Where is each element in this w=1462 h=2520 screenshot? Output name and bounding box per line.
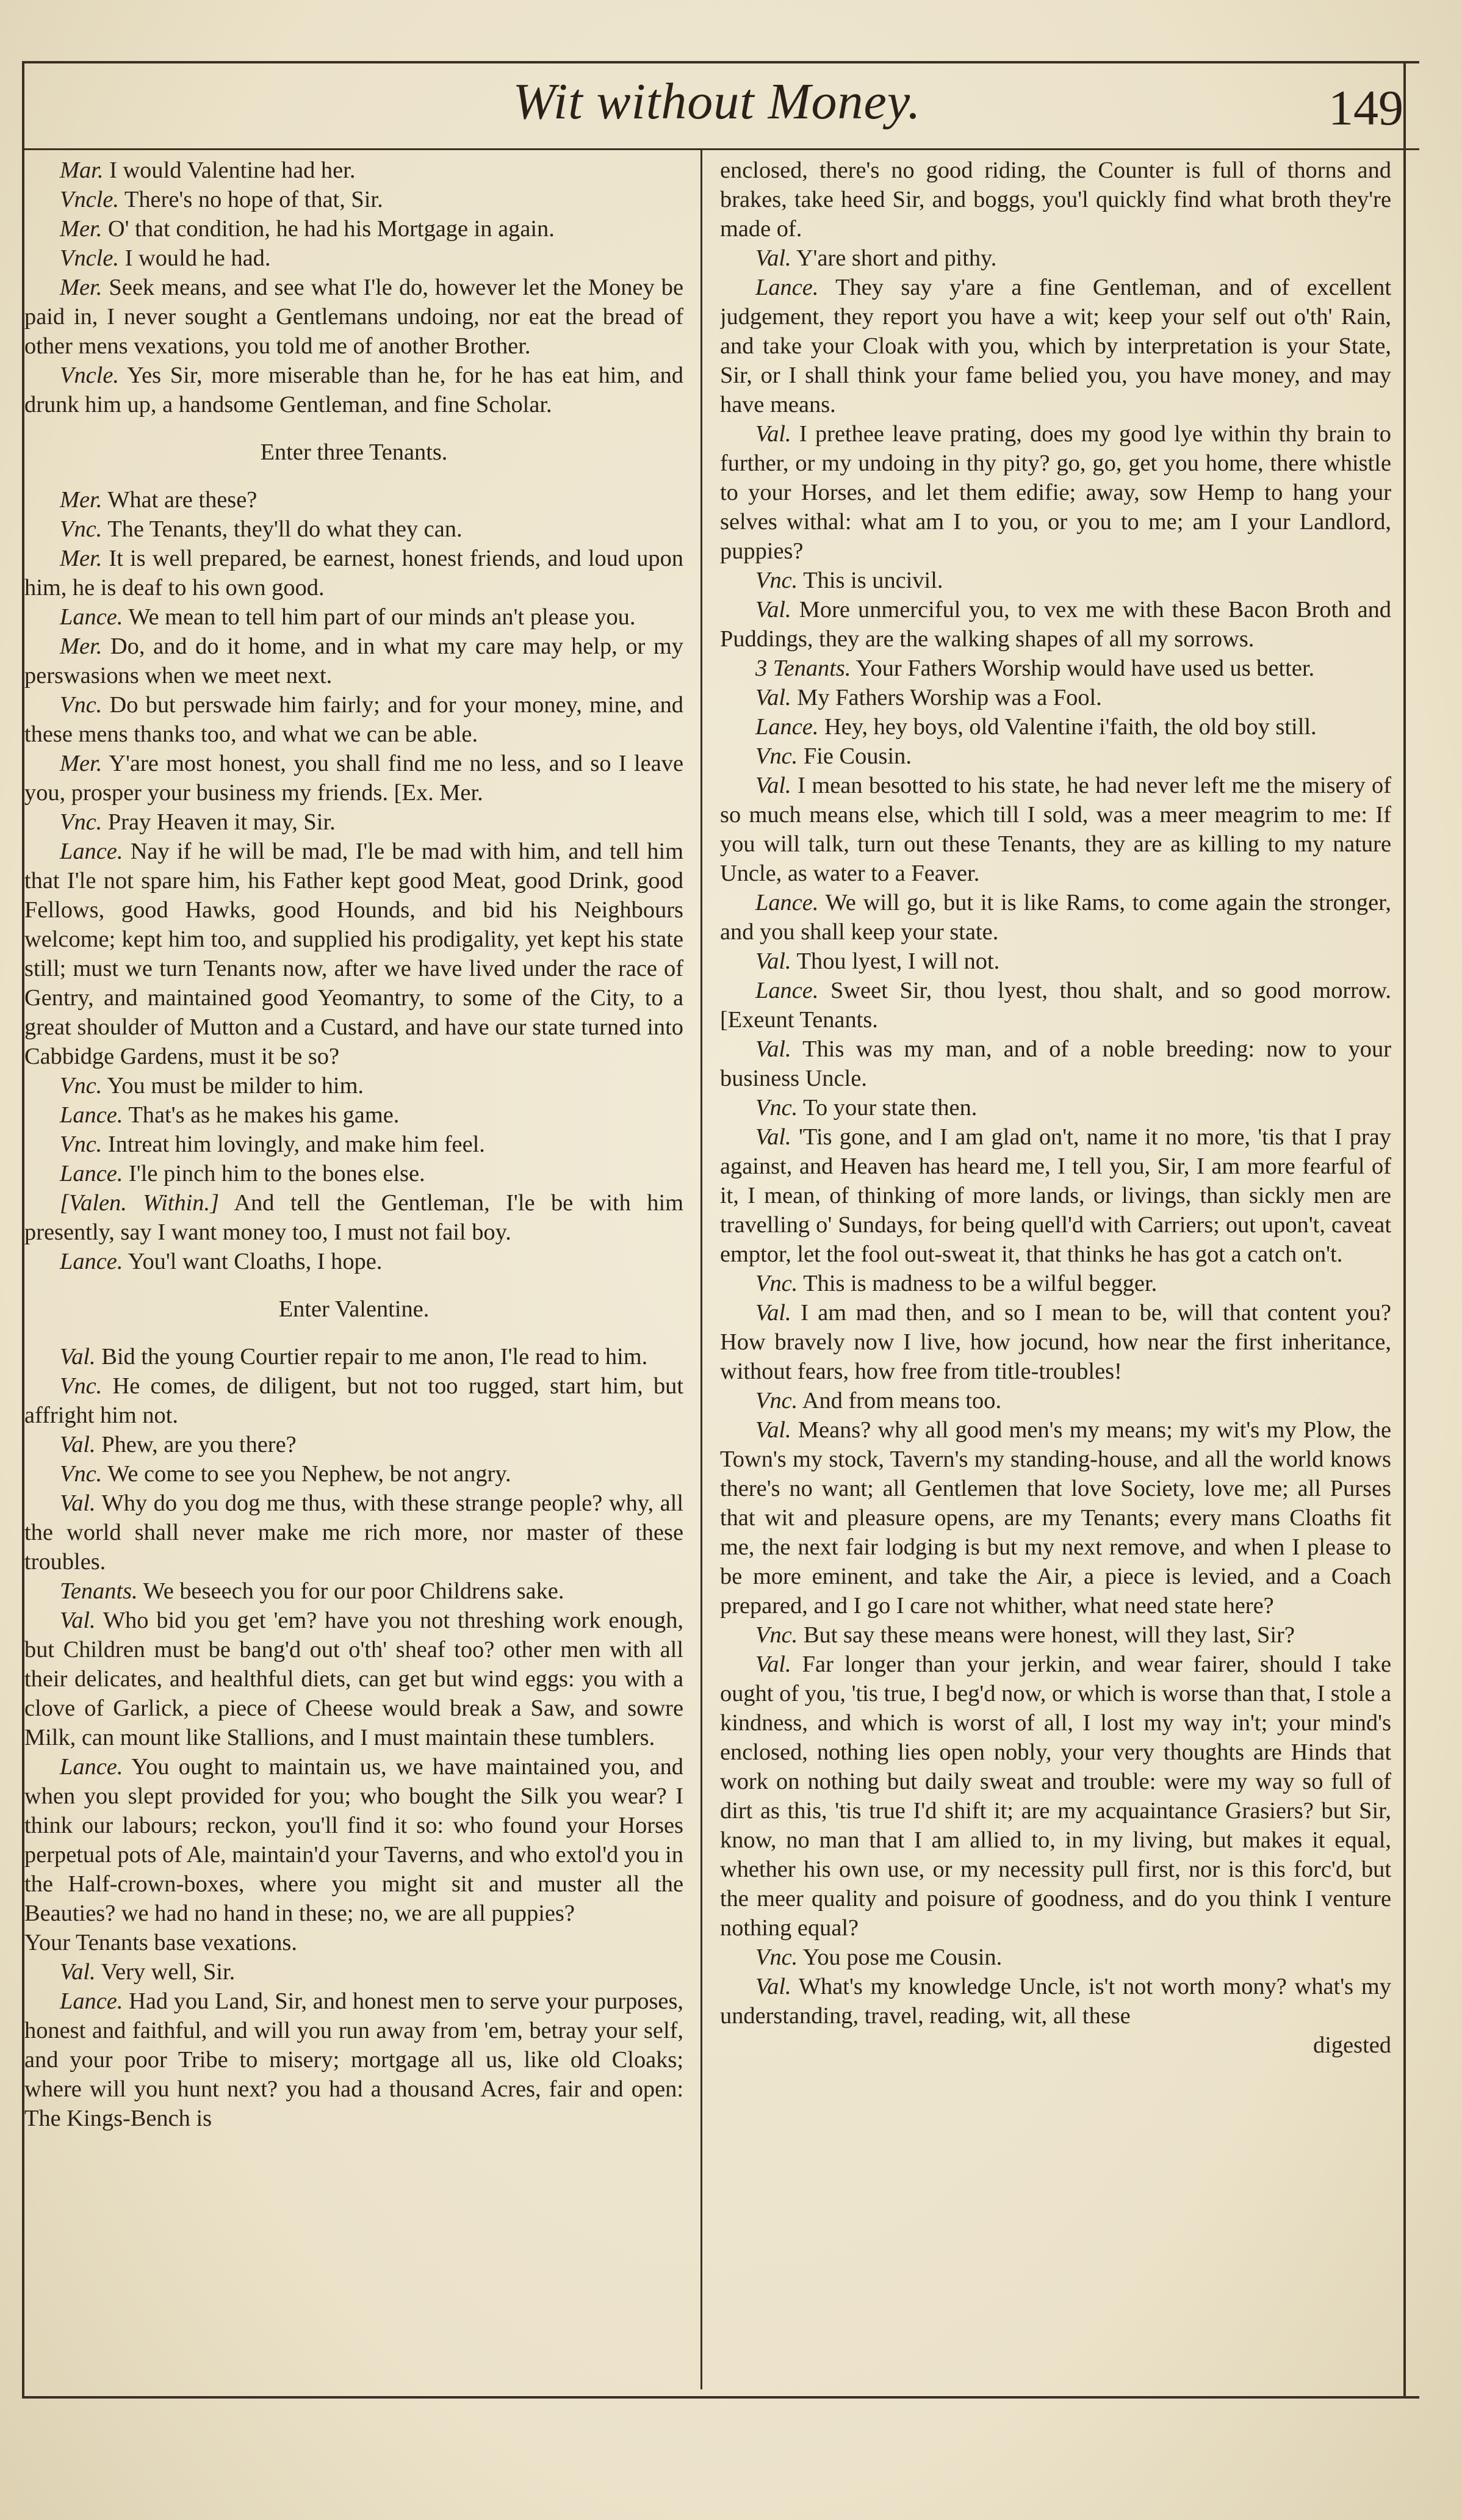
speech-text: I mean besotted to his state, he had never left me the misery of so much means else, which till I sold, was a meer meagrim to me: If you will talk, turn out these Tenants, they are as killing to my nature Uncle, as water to a Feaver. bbox=[720, 773, 1391, 886]
speaker-name: Val. bbox=[60, 1608, 96, 1633]
speaker-name: Vnc. bbox=[755, 568, 798, 593]
speech-text: We will go, but it is like Rams, to come again the stronger, and you shall keep your state. bbox=[720, 890, 1391, 945]
speaker-name: Vnc. bbox=[755, 1095, 798, 1121]
speaker-name: Val. bbox=[755, 773, 791, 798]
speech-text: My Fathers Worship was a Fool. bbox=[791, 685, 1102, 710]
speech-text: You pose me Cousin. bbox=[798, 1944, 1003, 1970]
speaker-name: Val. bbox=[755, 421, 791, 447]
speaker-name: Vnc. bbox=[60, 692, 103, 718]
speaker-name: Vnc. bbox=[60, 516, 103, 542]
speech-text: Had you Land, Sir, and honest men to serve your purposes, honest and faithful, and will you run away from 'em, betray your self, and your poor Tribe to misery; mortgage all us, like old Cloaks; where will you hunt next? you had a thousand Acres, fair and open: The Kings-Bench is bbox=[24, 1988, 683, 2131]
speech-text: This is madness to be a wilful begger. bbox=[798, 1271, 1158, 1296]
speech bbox=[720, 1122, 1391, 1269]
speech bbox=[24, 690, 683, 749]
speech-text: Y'are short and pithy. bbox=[791, 245, 997, 271]
speech-text: I prethee leave prating, does my good lye within thy brain to further, or my undoing in thy pity? go, go, get you home, there whistle to your Horses, and let them edifie; away, sow Hemp to hang your selves withal: what am I to you, or you to me; am I your Landlord, puppies? bbox=[720, 421, 1391, 564]
speech-text: Fie Cousin. bbox=[798, 743, 912, 769]
speech-text: I'le pinch him to the bones else. bbox=[123, 1161, 425, 1186]
speech-text: Pray Heaven it may, Sir. bbox=[102, 809, 336, 835]
speech bbox=[24, 185, 683, 214]
speech bbox=[24, 1071, 683, 1100]
speech bbox=[24, 514, 683, 544]
speaker-name: Val. bbox=[755, 1974, 791, 1999]
speech-text: Far longer than your jerkin, and wear fairer, should I take ought of you, 'tis true, I beg'd now, or which is worse than that, I stole a kindness, and which is worst of all, I lost my way in't; your mind's enclosed, nothing lies open nobly, your very thoughts are Hinds that work on nothing but daily sweat and trouble: were my way so full of dirt as this, 'tis true I'd shift it; are my acquaintance Grasiers? but Sir, know, no man that I am allied to, in my living, but makes it equal, whether his own use, or my necessity pull first, nor is this forc'd, but the meer quality and poisure of goodness, and do you think I venture nothing equal? bbox=[720, 1652, 1391, 1941]
speech bbox=[24, 156, 683, 185]
speech bbox=[24, 632, 683, 690]
page-header bbox=[24, 67, 1410, 153]
speech bbox=[24, 1987, 683, 2133]
speech bbox=[720, 1943, 1391, 1972]
speaker-name: Mer. bbox=[60, 546, 103, 571]
speech bbox=[720, 566, 1391, 595]
speaker-name: Vnc. bbox=[755, 1944, 798, 1970]
speaker-name: Mar. bbox=[60, 157, 104, 183]
speaker-name: Mer. bbox=[60, 487, 103, 513]
speaker-name: Lance. bbox=[755, 890, 819, 915]
speech bbox=[24, 544, 683, 602]
speaker-name: Val. bbox=[755, 1124, 791, 1150]
speech-text: I would he had. bbox=[119, 245, 271, 271]
speech-text: Hey, hey boys, old Valentine i'faith, the old boy still. bbox=[818, 714, 1317, 740]
speech bbox=[24, 361, 683, 419]
speech bbox=[24, 1752, 683, 1928]
speech-text: We come to see you Nephew, be not angry. bbox=[102, 1461, 511, 1487]
speaker-name: Lance. bbox=[60, 1161, 123, 1186]
speaker-name: Mer. bbox=[60, 275, 103, 300]
speech-text: The Tenants, they'll do what they can. bbox=[102, 516, 463, 542]
speaker-name: 3 Tenants. bbox=[755, 655, 851, 681]
speaker-name: Val. bbox=[755, 1652, 791, 1677]
speech-continuation: Your Tenants base vexations. bbox=[24, 1930, 297, 1955]
speech-text: And from means too. bbox=[798, 1388, 1002, 1413]
stage-direction: Enter three Tenants. bbox=[260, 439, 448, 465]
speech-text: Y'are most honest, you shall find me no less, and so I leave you, prosper your business my friends. [Ex. Mer. bbox=[24, 751, 683, 806]
speaker-name: Val. bbox=[60, 1490, 96, 1516]
speaker-name: Lance. bbox=[60, 1249, 123, 1274]
speech bbox=[24, 1247, 683, 1276]
speaker-name: Vnc. bbox=[755, 743, 798, 769]
speech-text: Sweet Sir, thou lyest, thou shalt, and so good morrow. [Exeunt Tenants. bbox=[720, 978, 1391, 1033]
speaker-name: Lance. bbox=[60, 1754, 123, 1780]
speech-text: More unmerciful you, to vex me with these Bacon Broth and Puddings, they are the walking shapes of all my sorrows. bbox=[720, 597, 1391, 652]
speech bbox=[720, 888, 1391, 947]
speech-text: Very well, Sir. bbox=[95, 1959, 236, 1985]
speech-text: Nay if he will be mad, I'le be mad with him, and tell him that I'le not spare him, his Father kept good Meat, good Drink, good Fellows, good Hawks, good Hounds, and bid his Neighbours welcome; kept him too, and supplied his prodigality, yet kept his state still; must we turn Tenants now, after we have lived under the race of Gentry, and maintained good Yeomantry, to some of the City, to a great shoulder of Mutton and a Custard, and have our state turned into Cabbidge Gardens, must it be so? bbox=[24, 839, 683, 1069]
speech bbox=[720, 976, 1391, 1034]
speaker-name: Lance. bbox=[60, 839, 123, 864]
speaker-name: Val. bbox=[755, 1417, 791, 1443]
speaker-name: Val. bbox=[755, 685, 791, 710]
speech bbox=[720, 947, 1391, 976]
speaker-name: Lance. bbox=[60, 1102, 123, 1128]
speech bbox=[720, 771, 1391, 888]
speech-text: Do, and do it home, and in what my care may help, or my perswasions when we meet next. bbox=[24, 634, 683, 688]
speaker-name: Vnc. bbox=[755, 1388, 798, 1413]
speaker-name: Val. bbox=[60, 1432, 96, 1457]
speech bbox=[720, 273, 1391, 419]
speech-text: Why do you dog me thus, with these strange people? why, all the world shall never make me rich more, nor master of these troubles. bbox=[24, 1490, 683, 1575]
speech-text: I would Valentine had her. bbox=[103, 157, 356, 183]
speech bbox=[720, 1650, 1391, 1943]
speech bbox=[720, 244, 1391, 273]
speaker-name: Vnc. bbox=[60, 1073, 103, 1099]
speech-text: This is uncivil. bbox=[798, 568, 943, 593]
speech-text: And tell the Gentleman, I'le be with him presently, say I want money too, I must not fail boy. bbox=[24, 1190, 683, 1245]
speaker-name: Lance. bbox=[755, 275, 819, 300]
speaker-name: Mer. bbox=[60, 216, 103, 242]
speech-text: 'Tis gone, and I am glad on't, name it no more, 'tis that I pray against, and Heaven has heard me, I tell you, Sir, I am more fearful of it, I mean, of thinking of more lands, or livings, than sickly men are travelling o' Sundays, for being quell'd with Carriers; out upon't, caveat emptor, let the fool out-sweat it, that thinks he has got a catch on't. bbox=[720, 1124, 1391, 1267]
speech-text: Do but perswade him fairly; and for your money, mine, and these mens thanks too, and what we can be able. bbox=[24, 692, 683, 747]
speaker-name: Mer. bbox=[60, 634, 103, 659]
speech bbox=[24, 1371, 683, 1430]
speech bbox=[24, 244, 683, 273]
speech-text: What are these? bbox=[102, 487, 257, 513]
speech bbox=[24, 1130, 683, 1159]
speech-text: You ought to maintain us, we have maintained you, and when you slept provided for you; who bought the Silk you wear? I think our labours; reckon, you'll find it so: who found your Horses perpetual pots of Ale, maintain'd your Taverns, and who extol'd you in the Half-crown-boxes, where you might sit and muster all the Beauties? we had no hand in these; no, we are all puppies? bbox=[24, 1754, 683, 1926]
speaker-name: Val. bbox=[755, 1300, 791, 1326]
speech-text: What's my knowledge Uncle, is't not worth mony? what's my understanding, travel, reading, wit, all these bbox=[720, 1974, 1391, 2029]
speech bbox=[720, 1298, 1391, 1386]
speech bbox=[720, 654, 1391, 683]
bottom-rule bbox=[22, 2396, 1419, 2399]
speech-text: There's no hope of that, Sir. bbox=[119, 187, 383, 212]
speech bbox=[24, 1188, 683, 1247]
top-rule bbox=[22, 61, 1419, 63]
speech bbox=[24, 837, 683, 1071]
speech-text: O' that condition, he had his Mortgage in again. bbox=[102, 216, 555, 242]
page-number: 149 bbox=[1328, 80, 1403, 135]
speaker-name: Val. bbox=[755, 1036, 791, 1062]
speech bbox=[720, 1972, 1391, 2031]
speech bbox=[720, 419, 1391, 566]
speaker-name: Val. bbox=[755, 597, 791, 623]
speaker-name: Mer. bbox=[60, 751, 103, 776]
speech-text: Seek means, and see what I'le do, however let the Money be paid in, I never sought a Gentlemans undoing, nor eat the bread of other mens vexations, you told me of another Brother. bbox=[24, 275, 683, 359]
speaker-name: Lance. bbox=[60, 1988, 123, 2014]
speech-text: Thou lyest, I will not. bbox=[791, 948, 1000, 974]
speech bbox=[720, 1415, 1391, 1620]
speech bbox=[720, 1269, 1391, 1298]
speech bbox=[720, 742, 1391, 771]
speech-text: That's as he makes his game. bbox=[123, 1102, 400, 1128]
speech-text: I am mad then, and so I mean to be, will that content you? How bravely now I live, how jocund, how near the first inheritance, without fears, how free from title-troubles! bbox=[720, 1300, 1391, 1384]
speaker-name: Vnc. bbox=[60, 1373, 103, 1399]
speech bbox=[24, 807, 683, 837]
running-title: Wit without Money. bbox=[513, 73, 921, 130]
stage-direction: Enter Valentine. bbox=[278, 1296, 430, 1322]
speech bbox=[720, 683, 1391, 712]
speech bbox=[720, 1620, 1391, 1650]
speaker-name: Vnc. bbox=[60, 1461, 103, 1487]
speech bbox=[24, 1459, 683, 1489]
speech-text: It is well prepared, be earnest, honest friends, and loud upon him, he is deaf to his own good. bbox=[24, 546, 683, 601]
speech-text: To your state then. bbox=[798, 1095, 978, 1121]
right-column bbox=[720, 156, 1391, 2389]
speech bbox=[24, 1430, 683, 1459]
speech bbox=[24, 1159, 683, 1188]
speaker-name: Vnc. bbox=[60, 809, 103, 835]
speech-text: You'l want Cloaths, I hope. bbox=[123, 1249, 383, 1274]
speaker-name: Val. bbox=[755, 245, 791, 271]
speaker-name: Val. bbox=[60, 1344, 96, 1370]
speech-text: Phew, are you there? bbox=[95, 1432, 297, 1457]
speaker-name: Vncle. bbox=[60, 245, 119, 271]
speaker-name: Val. bbox=[60, 1959, 96, 1985]
speech-text: But say these means were honest, will they last, Sir? bbox=[798, 1622, 1295, 1648]
speech-text: Who bid you get 'em? have you not threshing work enough, but Children must be bang'd out o'th' sheaf too? other men with all their delicates, and healthful diets, can get but wind eggs: you with a clove of Garlick, a piece of Cheese would break a Saw, and sowre Milk, can mount like Stallions, and I must maintain these tumblers. bbox=[24, 1608, 683, 1750]
speaker-name: Vncle. bbox=[60, 363, 119, 388]
speech-text: This was my man, and of a noble breeding: now to your business Uncle. bbox=[720, 1036, 1391, 1091]
speech-continuation: enclosed, there's no good riding, the Counter is full of thorns and brakes, take heed Sir, and boggs, you'l quickly find what broth they're made of. bbox=[720, 157, 1391, 242]
speech bbox=[24, 1957, 683, 1987]
speaker-name: Vnc. bbox=[755, 1271, 798, 1296]
speech bbox=[24, 602, 683, 632]
speech-text: Your Fathers Worship would have used us better. bbox=[851, 655, 1315, 681]
speech bbox=[24, 273, 683, 361]
speech bbox=[720, 1386, 1391, 1415]
speech bbox=[24, 1606, 683, 1752]
speech-text: We mean to tell him part of our minds an't please you. bbox=[123, 604, 636, 630]
speech bbox=[720, 1034, 1391, 1093]
speech bbox=[720, 712, 1391, 742]
catchword: digested bbox=[1313, 2032, 1391, 2058]
speaker-name: Tenants. bbox=[60, 1578, 138, 1604]
speech-text: You must be milder to him. bbox=[102, 1073, 364, 1099]
speech-text: Intreat him lovingly, and make him feel. bbox=[102, 1132, 485, 1157]
speech bbox=[24, 1342, 683, 1371]
speaker-name: Val. bbox=[755, 948, 791, 974]
speaker-name: Vncle. bbox=[60, 187, 119, 212]
left-column bbox=[24, 156, 683, 2389]
speech bbox=[24, 1576, 683, 1606]
speech-text: Bid the young Courtier repair to me anon, I'le read to him. bbox=[95, 1344, 648, 1370]
speech bbox=[24, 1489, 683, 1576]
speech bbox=[24, 214, 683, 244]
speech-text: They say y'are a fine Gentleman, and of excellent judgement, they report you have a wit; keep your self out o'th' Rain, and take your Cloak with you, which by interpretation is your State, Sir, or I shall think your fame belied you, you have money, and may have means. bbox=[720, 275, 1391, 417]
speech-text: Means? why all good men's my means; my wit's my Plow, the Town's my stock, Tavern's my standing-house, and all the world knows there's no want; all Gentlemen that love Society, love me; all Purses that wit and pleasure opens, are my Tenants; every mans Cloaths fit me, the next fair lodging is but my next remove, and when I please to be more eminent, and take the Air, a piece is levied, and a Coach prepared, and I go I care not whither, what need state here? bbox=[720, 1417, 1391, 1619]
speech bbox=[24, 1100, 683, 1130]
speaker-name: Lance. bbox=[755, 714, 819, 740]
speech bbox=[24, 485, 683, 514]
speaker-name: [Valen. Within.] bbox=[60, 1190, 220, 1216]
speech bbox=[720, 1093, 1391, 1122]
speech bbox=[720, 595, 1391, 654]
speech-text: We beseech you for our poor Childrens sake. bbox=[137, 1578, 564, 1604]
speaker-name: Lance. bbox=[60, 604, 123, 630]
speaker-name: Vnc. bbox=[755, 1622, 798, 1648]
speaker-name: Lance. bbox=[755, 978, 819, 1003]
speech bbox=[24, 749, 683, 807]
speaker-name: Vnc. bbox=[60, 1132, 103, 1157]
speech-text: Yes Sir, more miserable than he, for he has eat him, and drunk him up, a handsome Gentleman, and fine Scholar. bbox=[24, 363, 683, 417]
column-divider bbox=[700, 150, 702, 2389]
right-rule bbox=[1403, 61, 1406, 2399]
speech-text: He comes, de diligent, but not too rugged, start him, but affright him not. bbox=[24, 1373, 683, 1428]
